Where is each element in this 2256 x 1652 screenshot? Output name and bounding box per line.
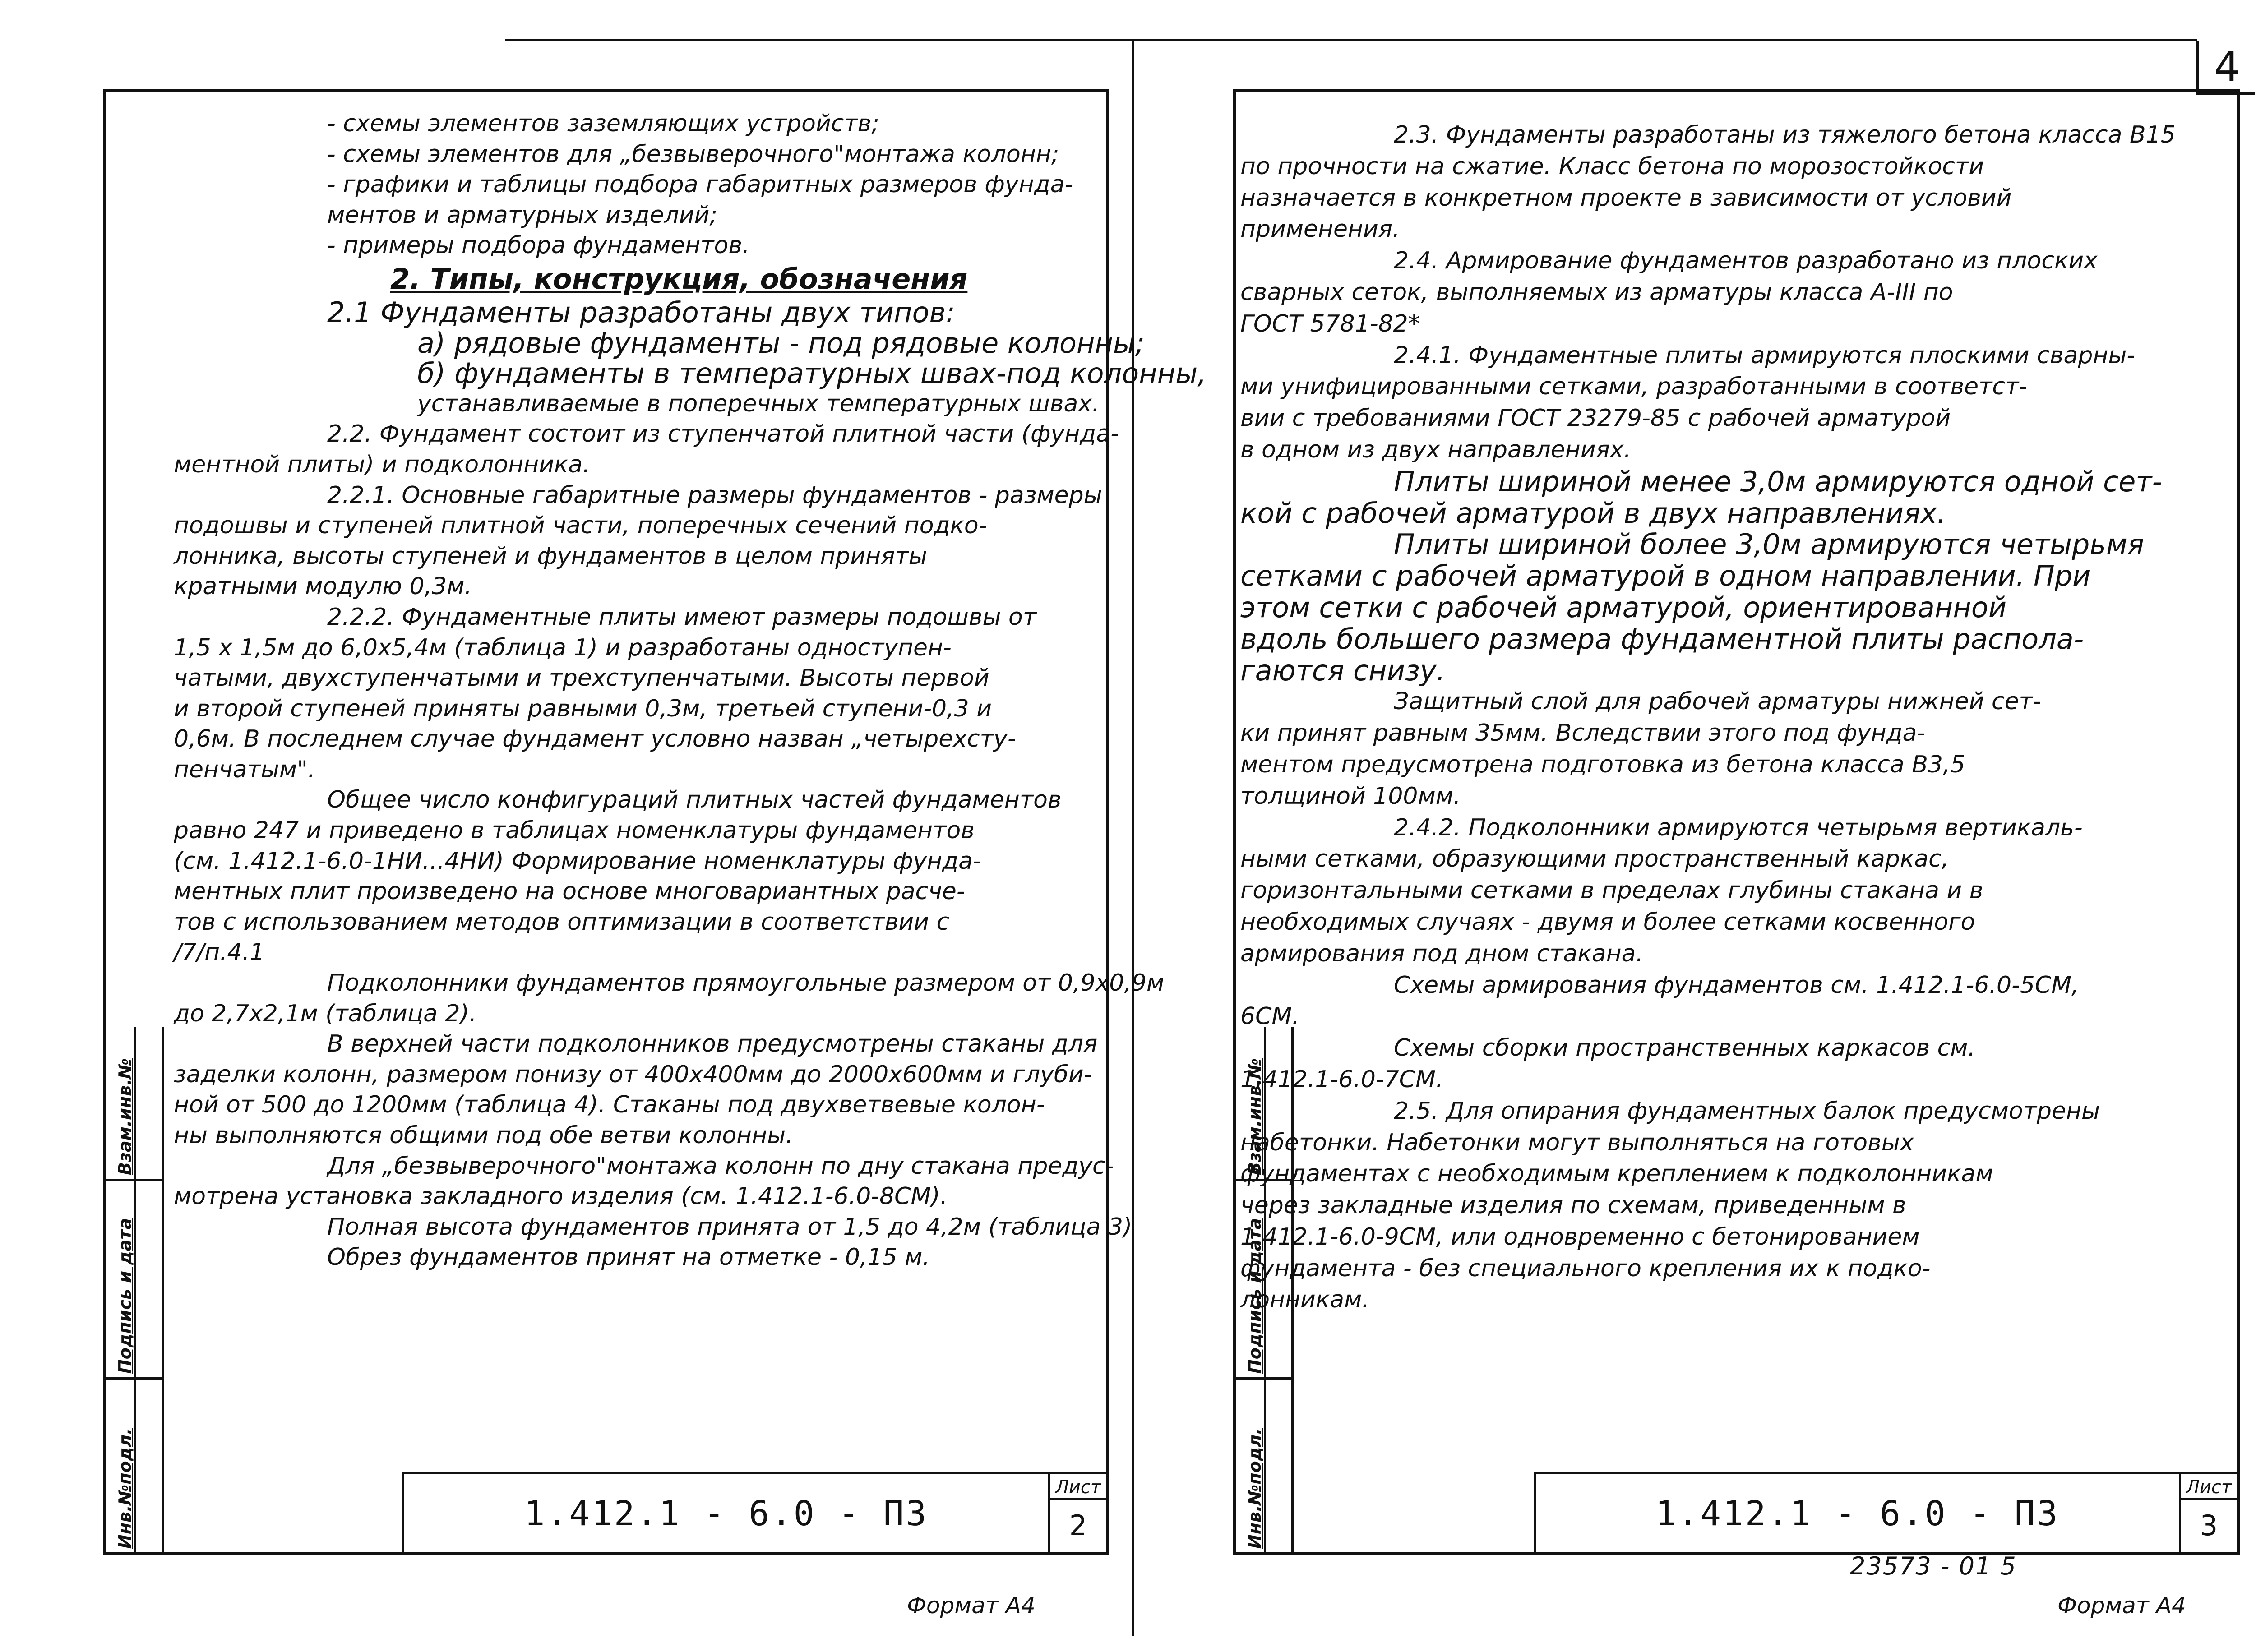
- left-sheet-label: Лист: [1050, 1474, 1106, 1500]
- text-line: в одном из двух направлениях.: [1240, 436, 1632, 463]
- text-line: сварных сеток, выполняемых из арматуры класса А-III по: [1240, 278, 1953, 306]
- page-divider-line: [1132, 39, 1134, 1636]
- right-stamp-cell-inventory: [1236, 1380, 1291, 1552]
- left-stamp-cell-replacement: [106, 1027, 162, 1181]
- text-line: ки принят равным 35мм. Вследствии этого под фунда-: [1240, 720, 1926, 747]
- text-line: заделки колонн, размером понизу от 400х400мм до 2000х600мм и глуби-: [174, 1061, 1092, 1088]
- text-line: 2.2.1. Основные габаритные размеры фундаментов - размеры: [327, 481, 1102, 509]
- right-document-code: 1.412.1 - 6.0 - ПЗ: [1655, 1493, 2060, 1533]
- text-line: 2.5. Для опирания фундаментных балок предусмотрены: [1394, 1097, 2100, 1125]
- text-line: Общее число конфигураций плитных частей фундаментов: [327, 786, 1062, 814]
- top-frame-line: [505, 39, 2197, 41]
- text-line: сетками с рабочей арматурой в одном направлении. При: [1240, 559, 2091, 593]
- text-line: Защитный слой для рабочей арматуры нижней сет-: [1394, 688, 2041, 715]
- text-line: 2.2.2. Фундаментные плиты имеют размеры подошвы от: [327, 603, 1037, 631]
- text-line: применения.: [1240, 216, 1400, 243]
- text-line: Полная высота фундаментов принята от 1,5 до 4,2м (таблица 3): [327, 1213, 1133, 1241]
- left-page-text: [174, 109, 1207, 1273]
- text-line: армирования под дном стакана.: [1240, 940, 1644, 967]
- text-line: Плиты шириной менее 3,0м армируются одной сет-: [1394, 465, 2162, 498]
- text-line: 2.3. Фундаменты разработаны из тяжелого бетона класса В15: [1394, 121, 2176, 148]
- text-line: ментов и арматурных изделий;: [327, 201, 717, 229]
- text-line: (см. 1.412.1-6.0-1НИ...4НИ) Формирование номенклатуры фунда-: [174, 847, 981, 875]
- text-line: 6СМ.: [1240, 1003, 1299, 1030]
- text-line: Подколонники фундаментов прямоугольные размером от 0,9х0,9м: [327, 969, 1165, 997]
- text-line: - схемы элементов заземляющих устройств;: [327, 110, 879, 137]
- text-line: пенчатым".: [174, 756, 315, 783]
- right-page-sheet: [1233, 89, 2240, 1555]
- right-stamp-cell-signature: [1236, 1181, 1291, 1380]
- right-stamp-column: [1236, 1027, 1294, 1552]
- text-line: по прочности на сжатие. Класс бетона по морозостойкости: [1240, 152, 1984, 180]
- right-sheet-cell: [2179, 1474, 2237, 1552]
- text-line: назначается в конкретном проекте в зависимости от условий: [1240, 184, 2012, 212]
- text-line: 2.4. Армирование фундаментов разработано из плоских: [1394, 247, 2098, 275]
- left-document-code: 1.412.1 - 6.0 - ПЗ: [524, 1493, 929, 1533]
- text-line: толщиной 100мм.: [1240, 782, 1461, 810]
- text-line: равно 247 и приведено в таблицах номенклатуры фундаментов: [174, 817, 975, 844]
- text-line: Плиты шириной более 3,0м армируются четырьмя: [1394, 528, 2145, 561]
- text-line: 1.412.1-6.0-7СМ.: [1240, 1066, 1443, 1093]
- text-line: В верхней части подколонников предусмотрены стаканы для: [327, 1030, 1098, 1058]
- text-line: 0,6м. В последнем случае фундамент условно назван „четырехсту-: [174, 725, 1016, 753]
- left-title-block: [402, 1472, 1106, 1552]
- left-page-sheet: [103, 89, 1207, 1555]
- text-line: вии с требованиями ГОСТ 23279-85 с рабочей арматурой: [1240, 405, 1951, 432]
- text-line: - схемы элементов для „безвыверочного"монтажа колонн;: [327, 140, 1059, 168]
- text-line: вдоль большего размера фундаментной плиты распола-: [1240, 622, 2084, 655]
- text-line: 1,5 х 1,5м до 6,0х5,4м (таблица 1) и разработаны одноступен-: [174, 634, 952, 661]
- text-line: 2.4.2. Подколонники армируются четырьмя вертикаль-: [1394, 814, 2083, 841]
- text-line: мотрена установка закладного изделия (см. 1.412.1-6.0-8СМ).: [174, 1183, 948, 1210]
- text-line: кой с рабочей арматурой в двух направлениях.: [1240, 496, 1946, 530]
- text-line: ной от 500 до 1200мм (таблица 4). Стаканы под двухветвевые колон-: [174, 1091, 1045, 1119]
- right-title-block: [1534, 1472, 2237, 1552]
- text-line: ментных плит произведено на основе многовариантных расче-: [174, 878, 965, 905]
- text-line: до 2,7х2,1м (таблица 2).: [174, 1000, 477, 1027]
- right-sheet-label: Лист: [2181, 1474, 2237, 1500]
- text-line: Обрез фундаментов принят на отметке - 0,15 м.: [327, 1244, 930, 1271]
- text-line: лонникам.: [1240, 1286, 1369, 1314]
- left-stamp-label: Подпись и дата: [115, 1218, 135, 1374]
- left-stamp-label: Взам.инв.№: [115, 1058, 135, 1175]
- text-line: чатыми, двухступенчатыми и трехступенчатыми. Высоты первой: [174, 664, 989, 692]
- text-line: ментной плиты) и подколонника.: [174, 451, 590, 478]
- text-line: - графики и таблицы подбора габаритных размеров фунда-: [327, 171, 1073, 198]
- text-line: Схемы армирования фундаментов см. 1.412.1-6.0-5СМ,: [1394, 971, 2079, 999]
- right-page-text: [1240, 120, 2226, 1316]
- text-line: 2.2. Фундамент состоит из ступенчатой плитной части (фунда-: [327, 420, 1119, 448]
- text-line: фундаментах с необходимым креплением к подколонникам: [1240, 1160, 1993, 1188]
- right-sheet-number: 3: [2200, 1509, 2218, 1542]
- right-format-label: Формат А4: [2057, 1592, 2186, 1619]
- text-line: тов с использованием методов оптимизации в соответствии с: [174, 908, 950, 936]
- text-line: через закладные изделия по схемам, приведенным в: [1240, 1192, 1906, 1219]
- text-line: 2. Типы, конструкция, обозначения: [390, 262, 968, 295]
- left-stamp-cell-inventory: [106, 1380, 162, 1552]
- text-line: Для „безвыверочного"монтажа колонн по дну стакана предус-: [327, 1152, 1114, 1180]
- text-line: горизонтальными сетками в пределах глубины стакана и в: [1240, 877, 1983, 904]
- text-line: гаются снизу.: [1240, 654, 1446, 687]
- right-stamp-label: Инв.№подл.: [1245, 1428, 1265, 1549]
- text-line: необходимых случаях - двумя и более сетками косвенного: [1240, 908, 1975, 936]
- text-line: 2.4.1. Фундаментные плиты армируются плоскими сварны-: [1394, 341, 2136, 369]
- text-line: этом сетки с рабочей арматурой, ориентированной: [1240, 591, 2007, 624]
- inventory-number: 23573 - 01 5: [1850, 1552, 2017, 1580]
- corner-page-number: 4: [2196, 41, 2255, 95]
- text-line: набетонки. Набетонки могут выполняться на готовых: [1240, 1129, 1914, 1156]
- text-line: подошвы и ступеней плитной части, поперечных сечений подко-: [174, 512, 987, 540]
- text-line: - примеры подбора фундаментов.: [327, 232, 750, 259]
- text-line: ми унифицированными сетками, разработанными в соответст-: [1240, 373, 2028, 401]
- text-line: ментом предусмотрена подготовка из бетона класса В3,5: [1240, 751, 1965, 778]
- text-line: устанавливаемые в поперечных температурных швах.: [417, 390, 1100, 417]
- left-format-label: Формат А4: [907, 1592, 1036, 1619]
- left-sheet-number: 2: [1069, 1509, 1087, 1542]
- text-line: 1.412.1-6.0-9СМ, или одновременно с бетонированием: [1240, 1223, 1920, 1251]
- text-line: лонника, высоты ступеней и фундаментов в целом приняты: [174, 542, 927, 570]
- right-stamp-label: Подпись и дата: [1245, 1218, 1265, 1374]
- left-stamp-column: [106, 1027, 164, 1552]
- left-stamp-label: Инв.№подл.: [115, 1428, 135, 1549]
- text-line: /7/п.4.1: [174, 939, 265, 966]
- text-line: Схемы сборки пространственных каркасов см.: [1394, 1034, 1976, 1062]
- text-line: б) фундаменты в температурных швах-под колонны,: [417, 357, 1207, 390]
- right-stamp-label: Взам.инв.№: [1245, 1058, 1265, 1175]
- text-line: а) рядовые фундаменты - под рядовые колонны;: [417, 326, 1145, 360]
- text-line: ГОСТ 5781-82*: [1240, 310, 1420, 337]
- text-line: 2.1 Фундаменты разработаны двух типов:: [327, 295, 955, 329]
- left-sheet-cell: [1048, 1474, 1106, 1552]
- text-line: ны выполняются общими под обе ветви колонны.: [174, 1122, 793, 1149]
- right-stamp-cell-replacement: [1236, 1027, 1291, 1181]
- text-line: ными сетками, образующими пространственный каркас,: [1240, 845, 1949, 873]
- text-line: и второй ступеней приняты равными 0,3м, третьей ступени-0,3 и: [174, 695, 992, 722]
- text-line: кратными модулю 0,3м.: [174, 573, 472, 600]
- left-stamp-cell-signature: [106, 1181, 162, 1380]
- text-line: фундамента - без специального крепления их к подко-: [1240, 1255, 1931, 1282]
